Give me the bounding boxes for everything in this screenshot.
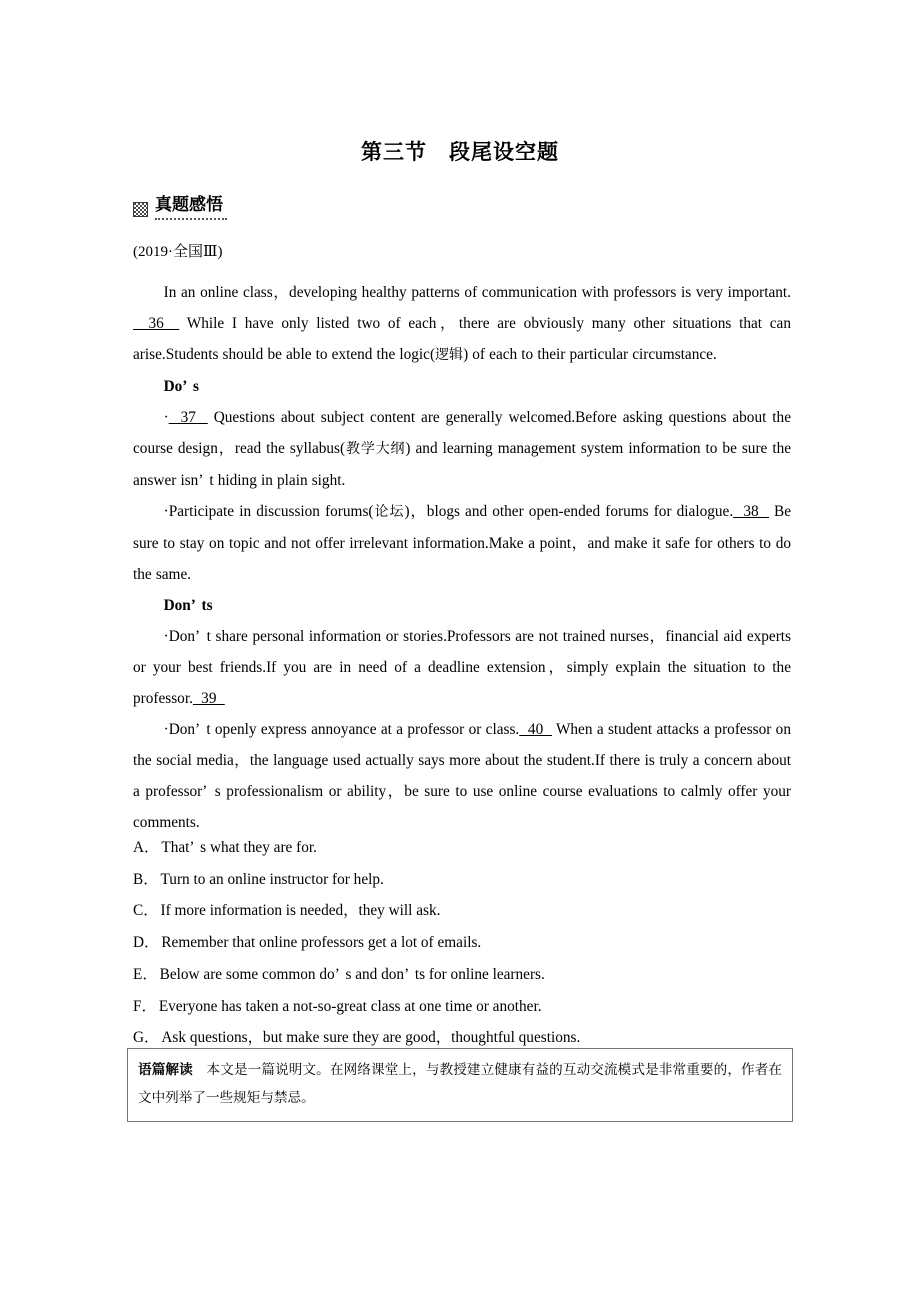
answer-blank[interactable]: 38 bbox=[733, 503, 769, 520]
text-run: Remember that online professors get a lot of emails. bbox=[161, 934, 482, 952]
chinese-gloss: 论坛 bbox=[373, 504, 405, 520]
text-run: s and don bbox=[341, 965, 405, 983]
text-run: Turn to an online instructor for help. bbox=[160, 870, 384, 888]
passage-paragraph bbox=[133, 496, 791, 590]
text-run: ) of each to their particular circumstance. bbox=[463, 346, 717, 363]
apostrophe-glyph: ’ bbox=[182, 378, 190, 395]
analysis-gap bbox=[193, 1062, 207, 1078]
apostrophe-glyph: ’ bbox=[198, 472, 206, 489]
apostrophe-glyph: ’ bbox=[190, 597, 198, 614]
text-run: Be sure to stay on topic and not offer irrelevant information.Make a point，and make it safe for others to do the same. bbox=[133, 503, 792, 583]
option-text bbox=[159, 998, 542, 1015]
text-run: ts for online learners. bbox=[411, 965, 545, 983]
text-run: ts bbox=[197, 597, 213, 614]
text-run: s what they are for. bbox=[196, 839, 317, 856]
options-list bbox=[133, 832, 791, 1054]
text-run: Ask questions，but make sure they are good，thoughtful questions. bbox=[161, 1029, 581, 1047]
option-label: E． bbox=[133, 965, 158, 983]
passage-paragraph bbox=[133, 714, 791, 838]
passage-paragraph bbox=[133, 277, 791, 371]
answer-blank[interactable]: 40 bbox=[519, 721, 552, 738]
text-run: Don bbox=[163, 597, 191, 614]
section-header bbox=[133, 196, 227, 220]
option-label: D． bbox=[133, 934, 160, 952]
apostrophe-glyph: ’ bbox=[202, 783, 210, 800]
text-run: s professionalism or ability，be sure to use online course evaluations to calmly offer your comments. bbox=[133, 783, 792, 831]
option-label: G． bbox=[133, 1029, 160, 1047]
text-run: s bbox=[189, 378, 200, 395]
option-text bbox=[161, 1029, 580, 1046]
passage-body bbox=[133, 277, 791, 838]
option-item[interactable] bbox=[133, 991, 791, 1023]
option-item[interactable] bbox=[133, 927, 791, 959]
apostrophe-glyph: ’ bbox=[189, 839, 197, 856]
text-run: When a student attacks a professor on the social media，the language used actually says more about the student.If there is truly a concern about a professor bbox=[133, 721, 791, 800]
option-text bbox=[161, 871, 384, 888]
option-item[interactable] bbox=[133, 959, 791, 991]
analysis-text bbox=[138, 1056, 782, 1112]
apostrophe-glyph: ’ bbox=[195, 721, 202, 738]
passage-subheading bbox=[133, 371, 791, 402]
chinese-gloss: 逻辑 bbox=[435, 347, 464, 363]
text-run: )，blogs and other open-ended forums for dialogue. bbox=[404, 503, 734, 520]
text-run: In an online class，developing healthy patterns of communication with professors is very important. bbox=[163, 284, 791, 301]
option-text bbox=[160, 966, 545, 983]
answer-blank[interactable]: 37 bbox=[168, 409, 208, 426]
text-run: If more information is needed，they will ask. bbox=[160, 902, 441, 920]
option-item[interactable] bbox=[133, 864, 791, 896]
answer-blank[interactable]: 36 bbox=[133, 315, 180, 332]
analysis-body: 本文是一篇说明文。在网络课堂上，与教授建立健康有益的互动交流模式是非常重要的，作者在文中列举了一些规矩与禁忌。 bbox=[138, 1062, 783, 1106]
text-run: ·Participate in discussion forums( bbox=[163, 503, 374, 520]
text-run: Everyone has taken a not-so-great class at one time or another. bbox=[158, 997, 542, 1015]
answer-blank[interactable]: 39 bbox=[192, 690, 225, 707]
passage-subheading bbox=[133, 590, 791, 621]
text-run: t openly express annoyance at a professor or class. bbox=[201, 721, 520, 738]
exam-source-line: (2019·全国Ⅲ) bbox=[133, 244, 223, 260]
option-label: F． bbox=[133, 997, 157, 1015]
option-text bbox=[161, 902, 441, 919]
apostrophe-glyph: ’ bbox=[334, 965, 342, 983]
option-text bbox=[161, 839, 317, 856]
text-run: That bbox=[161, 839, 190, 856]
text-run: · bbox=[163, 409, 169, 426]
page-title: 第三节 段尾设空题 bbox=[361, 140, 559, 164]
text-run: ·Don bbox=[163, 721, 196, 738]
text-run: t hiding in plain sight. bbox=[205, 472, 346, 489]
chinese-gloss: 教学大纲 bbox=[345, 441, 406, 457]
option-item[interactable] bbox=[133, 895, 791, 927]
text-run: ) and learning management system information to be sure the answer isn bbox=[133, 440, 792, 489]
option-label: C． bbox=[133, 902, 159, 920]
option-label: B． bbox=[133, 870, 159, 888]
text-run: Questions about subject content are generally welcomed.Before asking questions about the course design，read the syllabus( bbox=[133, 409, 791, 457]
passage-paragraph bbox=[133, 402, 791, 496]
analysis-box bbox=[127, 1048, 793, 1122]
text-run: While I have only listed two of each，there are obviously many other situations that can arise.Students should be able to extend the logic( bbox=[133, 315, 791, 363]
text-run: t share personal information or stories.Professors are not trained nurses，financial aid experts or your best friends.If you are in need of a deadline extension，simply explain the situation to the professor. bbox=[133, 628, 791, 707]
apostrophe-glyph: ’ bbox=[195, 628, 202, 645]
option-item[interactable] bbox=[133, 832, 791, 864]
option-text bbox=[161, 934, 481, 951]
text-run: Do bbox=[163, 378, 183, 395]
section-header-label: 真题感悟 bbox=[155, 196, 227, 220]
text-run: Below are some common do bbox=[159, 965, 335, 983]
option-label: A． bbox=[133, 839, 160, 856]
checkered-square-icon bbox=[133, 202, 148, 217]
text-run: ·Don bbox=[163, 628, 196, 645]
analysis-label: 语篇解读 bbox=[138, 1062, 193, 1078]
apostrophe-glyph: ’ bbox=[404, 965, 412, 983]
passage-paragraph bbox=[133, 621, 791, 714]
